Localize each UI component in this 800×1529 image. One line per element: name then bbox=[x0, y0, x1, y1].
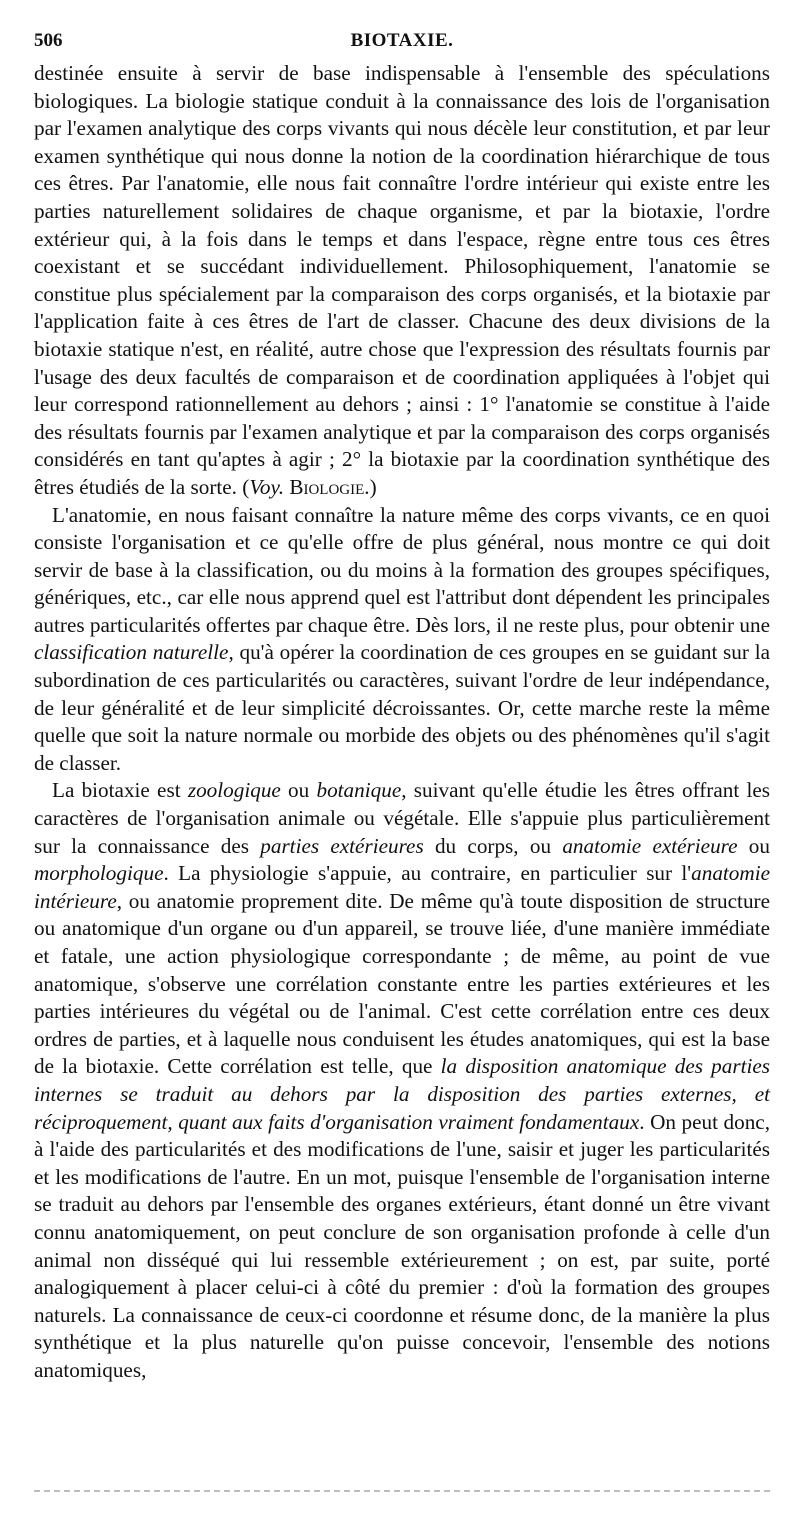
paragraph bbox=[34, 777, 770, 1384]
italic-run: zoologique bbox=[187, 778, 281, 803]
page-number: 506 bbox=[34, 30, 63, 51]
italic-run: anatomie extérieure bbox=[562, 833, 738, 858]
italic-run: la disposition anatomique des parties internes se traduit au dehors par la disposition des parties externes, et réciproquement, quant aux faits d'organisation vraiment fondamentaux bbox=[34, 1054, 770, 1134]
italic-run: anatomie intérieure bbox=[34, 861, 770, 913]
italic-run: classification naturelle bbox=[34, 640, 229, 665]
running-head-title: BIOTAXIE. bbox=[350, 30, 454, 51]
italic-run: botanique bbox=[316, 778, 402, 803]
text-run: destinée ensuite à servir de base indispensable à l'ensemble des spéculations biologiques. La biologie statique conduit à la connaissance des lois de l'organisation par l'examen analytique des corps vivants qui nous décèle leur constitution, et par leur examen synthétique qui nous donne la notion de la coordination hiérarchique de tous ces êtres. Par l'anatomie, elle nous fait connaître l'ordre intérieur qui existe entre les parties naturellement solidaires de chaque organisme, et par la biotaxie, l'ordre extérieur qui, à la fois dans le temps et dans l'espace, règne entre tous ces êtres coexistant et se succédant individuellement. Philosophiquement, l'anatomie se constitue plus spécialement par la comparaison des corps organisés, et la biotaxie par l'application faite à ces êtres de l'art de classer. Chacune des deux divisions de la biotaxie statique n'est, en réalité, autre chose que l'expression des résultats fournis par l'usage des deux facultés de comparaison et de coordination appliquées à l'objet qui leur correspond rationnellement au dehors ; ainsi : 1° l'anatomie se constitue à l'aide des résultats fournis par l'examen analytique et par la comparaison des corps organisés considérés en tant qu'aptes à agir ; 2° la biotaxie par la coordination synthétique des êtres étudiés de la sorte. ( bbox=[34, 61, 770, 499]
text-run: L'anatomie, en nous faisant connaître la nature même des corps vivants, ce en quoi consiste l'organisation et ce qu'elle offre de plus général, nous montre ce qui doit servir de base à la classification, ou du moins à la formation des groupes spécifiques, génériques, etc., car elle nous apprend quel est l'attribut dont dépendent les principales autres particularités offertes par chaque être. Dès lors, il ne reste plus, pour obtenir une bbox=[34, 502, 770, 637]
text-run: , suivant qu'elle étudie les êtres offrant les caractères de l'organisation animale ou végétale. Elle s'appuie plus particulièrement sur la connaissance des bbox=[34, 778, 771, 858]
book-page bbox=[34, 30, 770, 1385]
paragraph bbox=[34, 60, 770, 502]
text-run: La biotaxie est bbox=[52, 778, 188, 803]
footer-divider bbox=[34, 1490, 770, 1492]
text-run: du corps, ou bbox=[423, 833, 563, 858]
italic-run: morphologique bbox=[34, 861, 164, 886]
text-run: . On peut donc, à l'aide des particularités et des modifications de l'une, saisir et juger les particularités et les modifications de l'autre. En un mot, puisque l'ensemble de l'organisation interne se traduit au dehors par l'ensemble des organes extérieurs, étant donné un être vivant connu anatomiquement, on peut conclure de son organisation profonde à celle d'un animal non disséqué qui lui ressemble extérieurement ; on est, par suite, porté analogiquement à placer celui-ci à côté du premier : d'où la formation des groupes naturels. La connaissance de ceux-ci coordonne et résume donc, de la manière la plus synthétique et la plus naturelle qu'on puisse concevoir, l'ensemble des notions anatomiques, bbox=[34, 1109, 770, 1382]
text-run: . La physiologie s'appuie, au contraire, en particulier sur l' bbox=[163, 861, 692, 886]
page-header bbox=[34, 30, 770, 60]
text-run: , qu'à opérer la coordination de ces groupes en se guidant sur la subordination de ces particularités ou caractères, suivant l'ordre de leur indépendance, de leur généralité et de leur simplicité décroissantes. Or, cette marche reste la même quelle que soit la nature normale ou morbide des objets ou des phénomènes qu'il s'agit de classer. bbox=[34, 640, 770, 775]
text-run: .) bbox=[364, 474, 377, 499]
text-run: ou bbox=[280, 778, 317, 803]
cross-reference: Biologie bbox=[289, 474, 365, 499]
italic-run: Voy. bbox=[249, 474, 285, 499]
text-run: , ou anatomie proprement dite. De même qu'à toute disposition de structure ou anatomique d'un organe ou d'un appareil, se trouve liée, d'une manière immédiate et fatale, une action physiologique correspondante ; de même, au point de vue anatomique, s'observe une corrélation constante entre les parties extérieures et les parties intérieures du végétal ou de l'animal. C'est cette corrélation entre ces deux ordres de parties, et à laquelle nous conduisent les études anatomiques, qui est la base de la biotaxie. Cette corrélation est telle, que bbox=[34, 888, 770, 1079]
italic-run: parties extérieures bbox=[260, 833, 424, 858]
paragraph bbox=[34, 502, 770, 778]
text-run: ou bbox=[737, 833, 770, 858]
body-text bbox=[34, 60, 770, 1385]
